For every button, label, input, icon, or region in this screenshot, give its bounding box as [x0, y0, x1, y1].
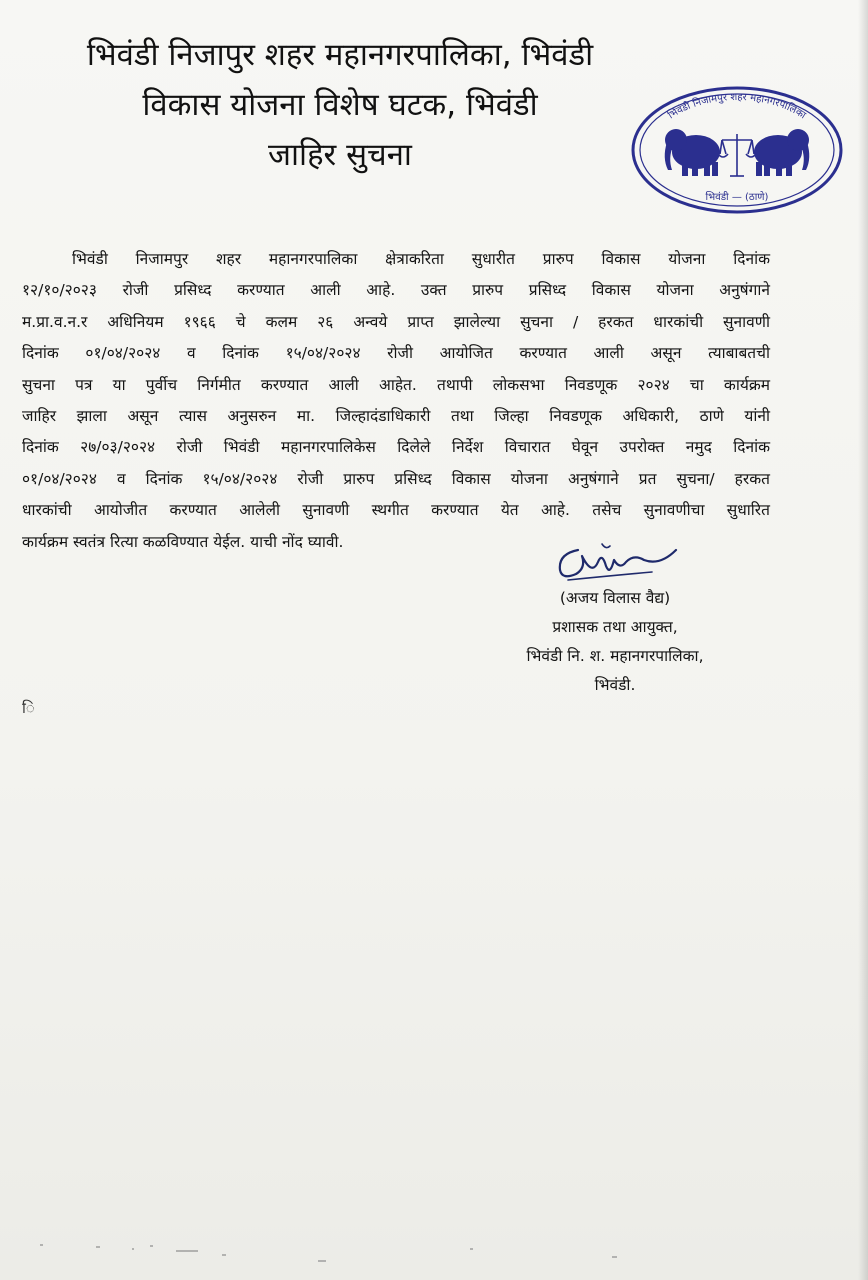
body-line: दिनांक ०१/०४/२०२४ व दिनांक १५/०४/२०२४ रोजी आयोजित करण्यात आली असून त्याबाबतची [22, 344, 770, 363]
header-title: जाहिर सुचना [268, 137, 412, 173]
signatory-city: भिवंडी. [594, 676, 636, 694]
scales-icon [718, 134, 756, 176]
margin-mark: ि [22, 699, 35, 717]
elephant-left-icon [665, 129, 720, 176]
header-organization: भिवंडी निजापुर शहर महानगरपालिका, भिवंडी [86, 37, 594, 73]
signatory-designation: प्रशासक तथा आयुक्त, [552, 618, 678, 636]
corporation-seal [628, 84, 846, 216]
body-line: ०१/०४/२०२४ व दिनांक १५/०४/२०२४ रोजी प्रारुप प्रसिध्द विकास योजना अनुषंगाने प्रत सुचना/ हरकत [22, 469, 770, 488]
signatory-name: (अजय विलास वैद्य) [559, 589, 671, 607]
scan-shadow-edge [858, 0, 868, 1280]
body-line: धारकांची आयोजीत करण्यात आलेली सुनावणी स्थगीत करण्यात येत आहे. तसेच सुनावणीचा सुधारित [22, 501, 770, 520]
body-line: कार्यक्रम स्वतंत्र रित्या कळविण्यात येईल. याची नोंद घ्यावी. [22, 532, 344, 551]
body-line: म.प्रा.व.न.र अधिनियम १९६६ चे कलम २६ अन्वये प्राप्त झालेल्या सुचना / हरकत धारकांची सुनावणी [22, 312, 770, 331]
body-line: १२/१०/२०२३ रोजी प्रसिध्द करण्यात आली आहे. उक्त प्रारुप प्रसिध्द विकास योजना अनुषंगाने [22, 281, 770, 300]
notice-body [22, 244, 770, 558]
signatory-block [490, 584, 740, 700]
document-header [80, 30, 600, 180]
body-line: भिवंडी निजामपुर शहर महानगरपालिका क्षेत्राकरिता सुधारीत प्रारुप विकास योजना दिनांक [72, 250, 770, 268]
scan-edge-marks [0, 1236, 868, 1280]
header-department: विकास योजना विशेष घटक, भिवंडी [142, 87, 538, 123]
signatory-organization: भिवंडी नि. श. महानगरपालिका, [526, 647, 704, 665]
elephant-right-icon [754, 129, 809, 176]
seal-top-text: भिवंडी निजामपुर शहर महानगरपालिका [666, 91, 808, 122]
handwritten-signature [548, 536, 688, 588]
body-line: सुचना पत्र या पुर्वीच निर्गमीत करण्यात आली आहेत. तथापी लोकसभा निवडणूक २०२४ चा कार्यक्रम [22, 375, 770, 394]
body-line: दिनांक २७/०३/२०२४ रोजी भिवंडी महानगरपालिकेस दिलेले निर्देश विचारात घेवून उपरोक्त नमुद दिनांक [22, 438, 770, 457]
seal-bottom-text: भिवंडी — (ठाणे) [705, 192, 769, 203]
body-line: जाहिर झाला असून त्यास अनुसरुन मा. जिल्हादंडाधिकारी तथा जिल्हा निवडणूक अधिकारी, ठाणे यांनी [22, 407, 770, 426]
